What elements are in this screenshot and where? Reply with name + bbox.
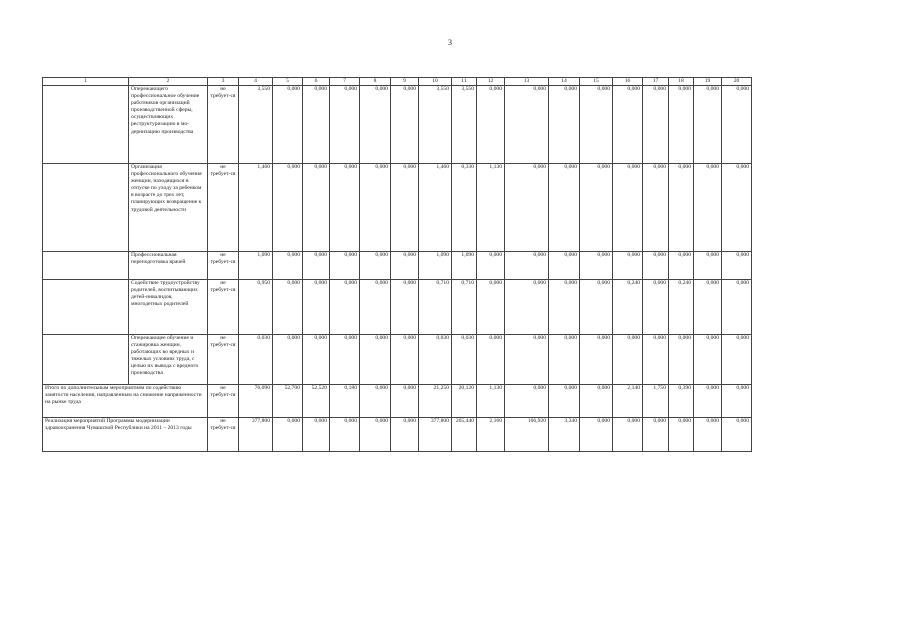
value-cell: 0,000 (303, 335, 330, 385)
value-cell: 0,000 (722, 418, 752, 452)
value-cell: 0,000 (330, 252, 360, 280)
value-cell: 0,030 (239, 335, 273, 385)
value-cell: 76,090 (239, 385, 273, 418)
value-cell: 0,000 (391, 335, 419, 385)
value-cell: 3,550 (239, 86, 273, 164)
value-cell: 0,000 (722, 280, 752, 335)
value-cell: 52,520 (303, 385, 330, 418)
value-cell: 0,000 (694, 418, 722, 452)
column-number: 1 (43, 78, 129, 86)
value-cell: 0,000 (273, 164, 303, 252)
value-cell: 0,000 (391, 252, 419, 280)
value-cell: 0,000 (477, 252, 505, 280)
value-cell: 0,000 (669, 418, 694, 452)
value-cell: 265,440 (452, 418, 477, 452)
value-cell: 0,000 (722, 385, 752, 418)
value-cell: 0,000 (643, 252, 669, 280)
total-row (43, 418, 752, 452)
value-cell: 0,000 (643, 418, 669, 452)
value-cell: 1,460 (239, 164, 273, 252)
row-code-cell (43, 252, 129, 280)
value-cell: 0,330 (452, 164, 477, 252)
value-cell: 3,340 (549, 418, 580, 452)
column-number: 14 (549, 78, 580, 86)
value-cell: 0,000 (580, 280, 613, 335)
value-cell: 0,000 (360, 280, 391, 335)
table-row (43, 164, 752, 252)
value-cell: 0,000 (303, 280, 330, 335)
value-cell: 3,550 (452, 86, 477, 164)
total-row (43, 385, 752, 418)
page-number: 3 (448, 38, 452, 47)
value-cell: 0,000 (694, 385, 722, 418)
value-cell: 0,710 (452, 280, 477, 335)
unit-cell: не требует-ся (208, 164, 239, 252)
measure-name-cell: Опережающего профессиональное обучение работников организаций производственной сферы, осуществляющих реструктуризацию в мо-дернизацию производства (129, 86, 208, 164)
unit-cell: не требует-ся (208, 280, 239, 335)
column-number: 16 (613, 78, 643, 86)
value-cell: 0,000 (549, 164, 580, 252)
value-cell: 0,710 (419, 280, 452, 335)
value-cell: 0,030 (452, 335, 477, 385)
column-number: 15 (580, 78, 613, 86)
value-cell: 0,000 (330, 335, 360, 385)
column-number: 13 (505, 78, 549, 86)
value-cell: 0,000 (694, 335, 722, 385)
value-cell: 20,120 (452, 385, 477, 418)
value-cell: 1,460 (419, 164, 452, 252)
value-cell: 0,000 (303, 252, 330, 280)
value-cell: 0,000 (643, 164, 669, 252)
value-cell: 0,000 (273, 335, 303, 385)
value-cell: 0,000 (391, 280, 419, 335)
unit-cell: не требует-ся (208, 335, 239, 385)
row-code-cell (43, 280, 129, 335)
value-cell: 0,000 (360, 86, 391, 164)
column-number: 7 (330, 78, 360, 86)
value-cell: 0,000 (330, 86, 360, 164)
value-cell: 0,950 (239, 280, 273, 335)
value-cell: 0,000 (613, 335, 643, 385)
value-cell: 0,000 (505, 385, 549, 418)
value-cell: 0,000 (694, 86, 722, 164)
value-cell: 0,000 (580, 418, 613, 452)
value-cell: 1,090 (452, 252, 477, 280)
value-cell: 0,000 (722, 335, 752, 385)
value-cell: 0,000 (360, 418, 391, 452)
total-label-cell: Реализация мероприятий Программы модернизации здравоохранения Чувашской Республики на 2011 – 2013 годы (43, 418, 208, 452)
value-cell: 0,000 (722, 164, 752, 252)
column-number: 11 (452, 78, 477, 86)
value-cell: 0,390 (669, 385, 694, 418)
value-cell: 0,000 (273, 418, 303, 452)
value-cell: 0,000 (613, 418, 643, 452)
column-number: 18 (669, 78, 694, 86)
value-cell: 106,920 (505, 418, 549, 452)
value-cell: 0,000 (303, 418, 330, 452)
table-row (43, 252, 752, 280)
value-cell: 377,800 (239, 418, 273, 452)
column-number: 19 (694, 78, 722, 86)
value-cell: 0,000 (273, 280, 303, 335)
value-cell: 0,000 (549, 86, 580, 164)
value-cell: 3,550 (419, 86, 452, 164)
unit-cell: не требует-ся (208, 252, 239, 280)
table-row (43, 86, 752, 164)
value-cell: 0,000 (505, 335, 549, 385)
value-cell: 0,000 (303, 86, 330, 164)
column-number: 2 (129, 78, 208, 86)
value-cell: 0,000 (477, 86, 505, 164)
column-number-row (43, 78, 752, 86)
value-cell: 0,000 (505, 164, 549, 252)
value-cell: 0,030 (419, 335, 452, 385)
column-number: 10 (419, 78, 452, 86)
table-row (43, 280, 752, 335)
value-cell: 0,240 (613, 280, 643, 335)
value-cell: 0,000 (580, 164, 613, 252)
value-cell: 1,090 (239, 252, 273, 280)
row-code-cell (43, 335, 129, 385)
value-cell: 0,000 (505, 86, 549, 164)
value-cell: 0,000 (722, 252, 752, 280)
table-row (43, 335, 752, 385)
value-cell: 21,250 (419, 385, 452, 418)
value-cell: 0,000 (360, 335, 391, 385)
column-number: 12 (477, 78, 505, 86)
value-cell: 0,000 (549, 252, 580, 280)
value-cell: 0,000 (549, 335, 580, 385)
column-number: 6 (303, 78, 330, 86)
value-cell: 0,000 (669, 164, 694, 252)
value-cell: 0,000 (669, 252, 694, 280)
value-cell: 52,700 (273, 385, 303, 418)
unit-cell: не требует-ся (208, 418, 239, 452)
value-cell: 0,000 (391, 164, 419, 252)
value-cell: 0,000 (360, 164, 391, 252)
value-cell: 0,000 (391, 385, 419, 418)
value-cell: 0,000 (643, 280, 669, 335)
measure-name-cell: Опережающее обучение и стажировка женщин, работающих во вредных и тяжелых условиях труда, с целью их вывода с вредного производства (129, 335, 208, 385)
value-cell: 0,000 (391, 86, 419, 164)
value-cell: 0,000 (330, 418, 360, 452)
value-cell: 0,000 (613, 86, 643, 164)
value-cell: 0,000 (694, 280, 722, 335)
value-cell: 0,000 (694, 164, 722, 252)
value-cell: 0,000 (643, 335, 669, 385)
value-cell: 0,000 (580, 252, 613, 280)
value-cell: 0,180 (330, 385, 360, 418)
value-cell: 0,000 (330, 164, 360, 252)
value-cell: 0,000 (669, 335, 694, 385)
unit-cell: не требует-ся (208, 385, 239, 418)
value-cell: 377,800 (419, 418, 452, 452)
value-cell: 0,000 (477, 335, 505, 385)
value-cell: 0,000 (273, 252, 303, 280)
value-cell: 0,000 (580, 86, 613, 164)
column-number: 5 (273, 78, 303, 86)
column-number: 20 (722, 78, 752, 86)
value-cell: 1,750 (643, 385, 669, 418)
value-cell: 1,130 (477, 385, 505, 418)
value-cell: 2,160 (477, 418, 505, 452)
value-cell: 0,000 (549, 385, 580, 418)
value-cell: 0,000 (330, 280, 360, 335)
value-cell: 0,000 (549, 280, 580, 335)
value-cell: 0,000 (505, 252, 549, 280)
value-cell: 0,000 (273, 86, 303, 164)
value-cell: 1,130 (477, 164, 505, 252)
value-cell: 0,000 (694, 252, 722, 280)
value-cell: 1,090 (419, 252, 452, 280)
value-cell: 0,000 (360, 252, 391, 280)
column-number: 3 (208, 78, 239, 86)
value-cell: 2,140 (613, 385, 643, 418)
value-cell: 0,000 (643, 86, 669, 164)
value-cell: 0,000 (303, 164, 330, 252)
value-cell: 0,000 (613, 164, 643, 252)
value-cell: 0,000 (669, 86, 694, 164)
data-table (42, 77, 752, 452)
total-label-cell: Итого по дополнительным мероприятиям по содействию занятости населения, направленным на снижение напряженности на рынке труда (43, 385, 208, 418)
value-cell: 0,000 (391, 418, 419, 452)
value-cell: 0,000 (580, 385, 613, 418)
column-number: 8 (360, 78, 391, 86)
value-cell: 0,000 (477, 280, 505, 335)
value-cell: 0,000 (613, 252, 643, 280)
row-code-cell (43, 86, 129, 164)
column-number: 9 (391, 78, 419, 86)
measure-name-cell: Содействие трудоустройству родителей, воспитывающих детей-инвалидов, многодетных родителей (129, 280, 208, 335)
value-cell: 0,240 (669, 280, 694, 335)
value-cell: 0,000 (580, 335, 613, 385)
value-cell: 0,000 (722, 86, 752, 164)
value-cell: 0,000 (505, 280, 549, 335)
measure-name-cell: Организация профессионального обучения женщин, находящихся в отпуске по уходу за ребенком в возрасте до трех лет, планирующих возвращение к трудовой деятельности (129, 164, 208, 252)
value-cell: 0,000 (360, 385, 391, 418)
column-number: 17 (643, 78, 669, 86)
column-number: 4 (239, 78, 273, 86)
measure-name-cell: Профессиональная переподготовка врачей (129, 252, 208, 280)
unit-cell: не требует-ся (208, 86, 239, 164)
row-code-cell (43, 164, 129, 252)
